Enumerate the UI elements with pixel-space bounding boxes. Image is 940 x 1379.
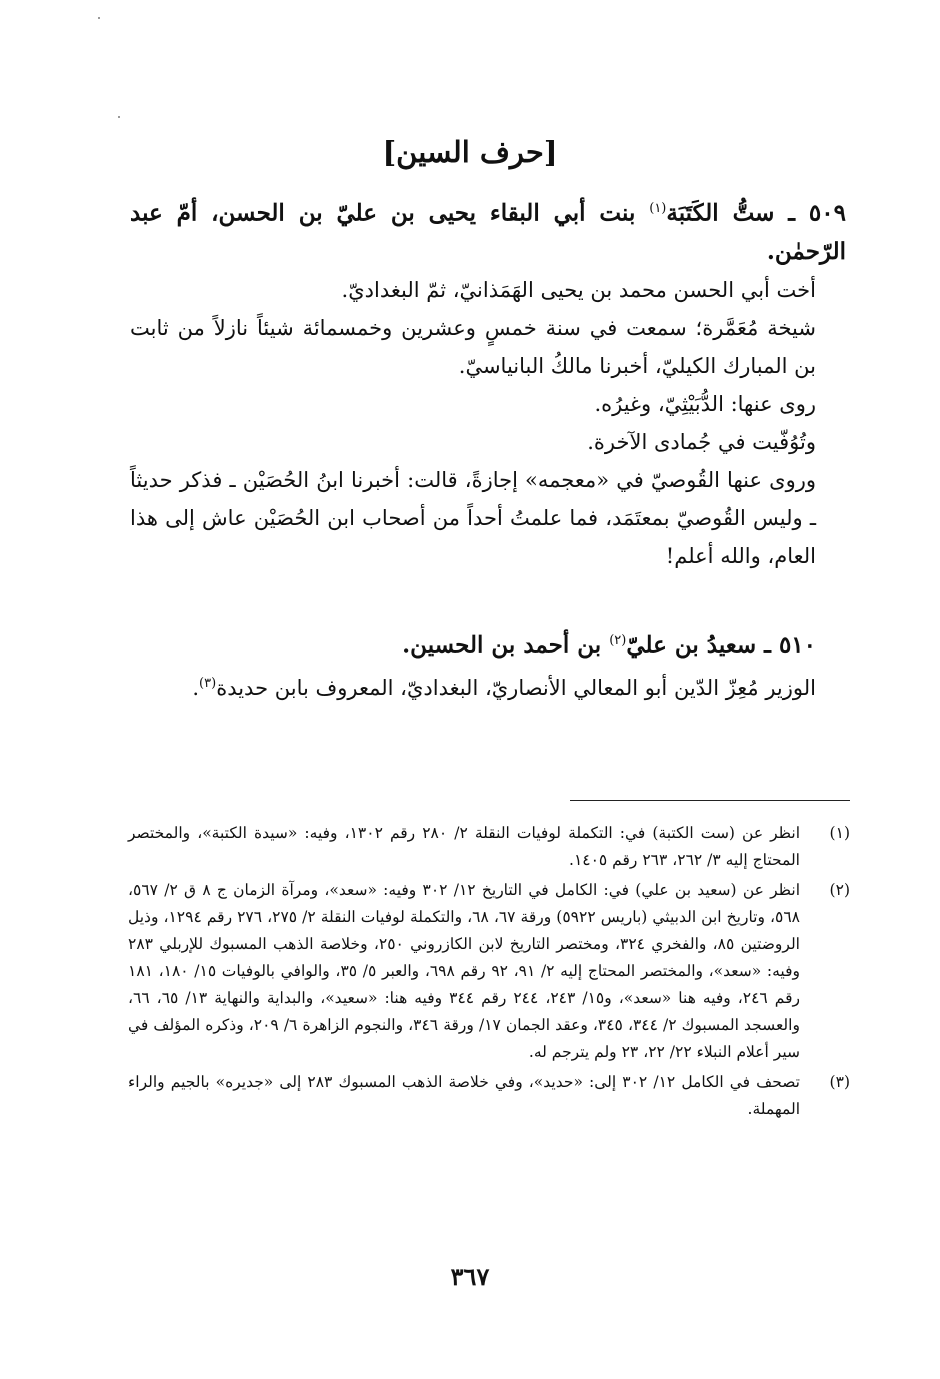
entry-heading-suffix: بنت أبي البقاء يحيى بن عليّ بن الحسن، أمّ عبد الرّحمٰن. xyxy=(130,199,846,265)
entry-510 xyxy=(130,622,846,707)
footnote-ref: (٢) xyxy=(609,633,627,648)
footnote-ref: (٣) xyxy=(199,675,217,691)
entry-paragraph xyxy=(130,665,846,707)
footnote-number: (٣) xyxy=(829,1073,850,1091)
footnote-text: انظر عن (سعيد بن علي) في: الكامل في التاريخ ١٢/ ٣٠٢ وفيه: «سعد»، ومرآة الزمان ج ٨ ق ٢/ ٥٦٧، ٥٦٨، وتاريخ ابن الدبيثي (باريس ٥٩٢٢) ورقة ٦٧، ٦٨، والتكملة لوفيات النقلة ٢/ ٢٧٥، ٢٧٦ رقم ١٢٩٤، وذيل الروضتين ٨٥، والفخري ٣٢٤، ومختصر التاريخ لابن الكازروني ٢٥٠، وخلاصة الذهب المسبوك للإربلي ٢٨٣ وفيه: «سعد»، والمختصر المحتاج إليه ٢/ ٩١، ٩٢ رقم ٦٩٨، والعبر ٥/ ٣٥، والوافي بالوفيات ١٥/ ١٨٠، ١٨١ رقم ٢٤٦، وفيه هنا «سعد»، و١٥/ ٢٤٣، ٢٤٤ رقم ٣٤٤ وفيه هنا: «سعيد»، والبداية والنهاية ١٣/ ٦٥، ٦٦، والعسجد المسبوك ٢/ ٣٤٤، ٣٤٥، وعقد الجمان ١٧/ ورقة ٣٤٦، والنجوم الزاهرة ٦/ ٢٠٩، وذكره المؤلف في سير أعلام النبلاء ٢٢/ ٢٢، ٢٣ ولم يترجم له. xyxy=(128,881,800,1061)
footnote-number: (١) xyxy=(829,824,850,842)
footnote xyxy=(128,877,850,1066)
footnote-text: انظر عن (ست الكتبة) في: التكملة لوفيات النقلة ٢/ ٢٨٠ رقم ١٣٠٢، وفيه: «سيدة الكتبة»، والمختصر المحتاج إليه ٣/ ٢٦٢، ٢٦٣ رقم ١٤٠٥. xyxy=(128,824,800,869)
entry-paragraph: شيخة مُعَمَّرة؛ سمعت في سنة خمسٍ وعشرين وخمسمائة شيئاً نازلاً من ثابت بن المبارك الكيليّ، أخبرنا مالكُ البانياسيّ. xyxy=(130,315,816,378)
entry-paragraph: وتُوُفّيت في جُمادى الآخرة. xyxy=(587,429,816,454)
entry-heading xyxy=(130,622,846,665)
footnote xyxy=(128,1069,850,1123)
scan-speck xyxy=(118,116,120,118)
footnote-text: تصحف في الكامل ١٢/ ٣٠٢ إلى: «حديد»، وفي خلاصة الذهب المسبوك ٢٨٣ إلى «جديره» بالجيم والراء المهملة. xyxy=(128,1073,800,1118)
entry-paragraph: وروى عنها القُوصيّ في «معجمه» إجازةً، قالت: أخبرنا ابنُ الحُصَيْن ـ فذكر حديثاً ـ وليس القُوصيّ بمعتَمَد، فما علمتُ أحداً من أصحاب ابن الحُصَيْن عاش إلى هذا العام، والله أعلم! xyxy=(130,467,816,568)
footnote-separator xyxy=(570,800,850,801)
scan-speck xyxy=(98,17,100,19)
page-number: ٣٦٧ xyxy=(450,1262,490,1291)
footnotes xyxy=(128,820,850,1126)
entry-heading-prefix: ٥١٠ ـ سعيدُ بن عليّ xyxy=(626,631,816,659)
footnote-number: (٢) xyxy=(829,881,850,899)
footnote xyxy=(128,820,850,874)
entry-paragraph: روى عنها: الدُّبَيْثِيّ، وغيرُه. xyxy=(594,391,816,416)
entry-509 xyxy=(130,190,846,575)
entry-heading-prefix: ٥٠٩ ـ ستُّ الكَتَبَة xyxy=(666,199,846,227)
section-title: [حرف السين] xyxy=(382,135,558,169)
entry-paragraph-text: الوزير مُعِزّ الدّين أبو المعالي الأنصاريّ، البغداديّ، المعروف بابن حديدة xyxy=(216,675,816,700)
entry-heading xyxy=(130,190,846,271)
entry-paragraph: أخت أبي الحسن محمد بن يحيى الهَمَذانيّ، ثمّ البغداديّ. xyxy=(341,277,816,302)
footnote-ref: (١) xyxy=(649,201,667,216)
entry-paragraph-end: . xyxy=(192,675,200,700)
entry-heading-suffix: بن أحمد بن الحسين. xyxy=(402,631,610,659)
